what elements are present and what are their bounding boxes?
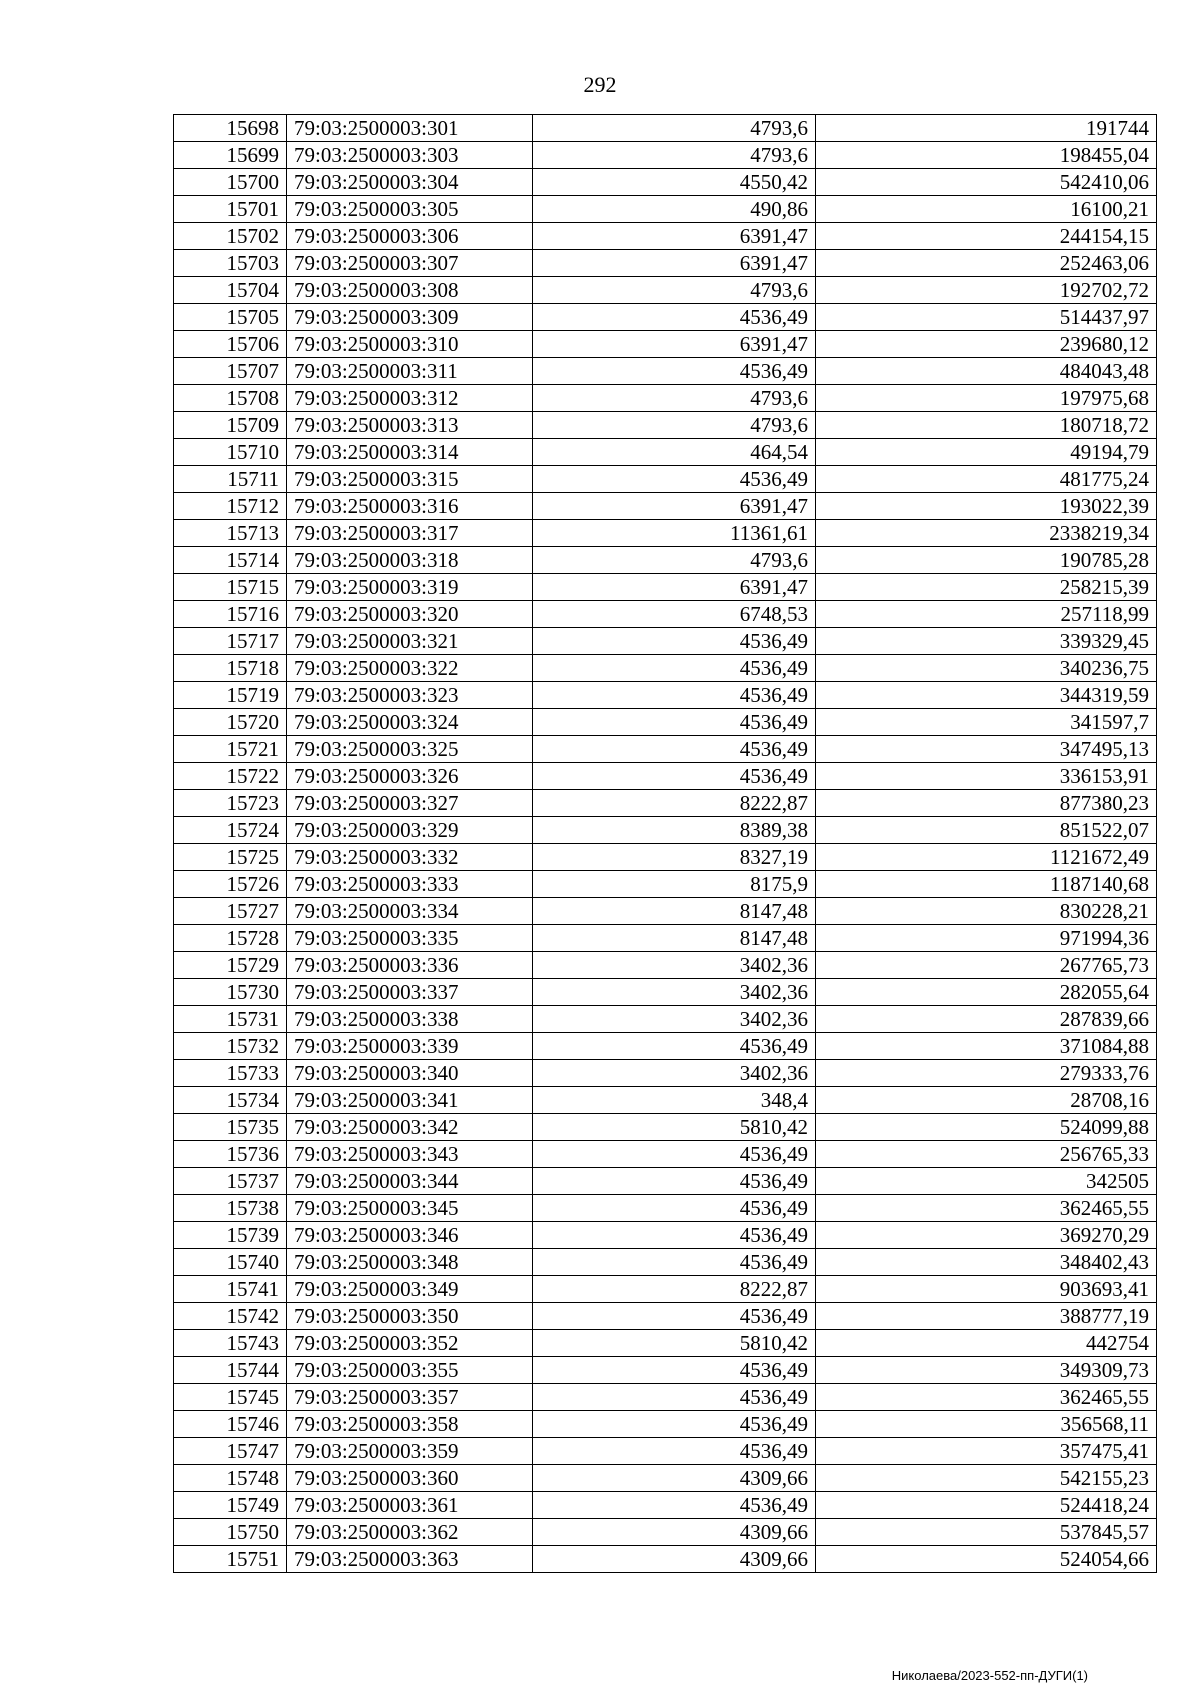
cell-cadastral-value: 877380,23 (816, 790, 1157, 817)
cell-cadastral-number: 79:03:2500003:346 (287, 1222, 533, 1249)
cell-area: 4536,49 (533, 1492, 816, 1519)
cell-row-number: 15731 (174, 1006, 287, 1033)
table-row (174, 1006, 1157, 1033)
cell-row-number: 15746 (174, 1411, 287, 1438)
cell-row-number: 15724 (174, 817, 287, 844)
table-row (174, 601, 1157, 628)
cell-cadastral-value: 348402,43 (816, 1249, 1157, 1276)
cell-area: 4536,49 (533, 628, 816, 655)
cell-area: 4309,66 (533, 1546, 816, 1573)
cell-area: 6391,47 (533, 331, 816, 358)
cell-row-number: 15730 (174, 979, 287, 1006)
cell-row-number: 15741 (174, 1276, 287, 1303)
table-row (174, 1465, 1157, 1492)
cell-cadastral-value: 514437,97 (816, 304, 1157, 331)
table-row (174, 736, 1157, 763)
table-row (174, 1492, 1157, 1519)
cell-cadastral-number: 79:03:2500003:321 (287, 628, 533, 655)
cell-cadastral-value: 257118,99 (816, 601, 1157, 628)
cell-cadastral-number: 79:03:2500003:311 (287, 358, 533, 385)
table-row (174, 682, 1157, 709)
cell-area: 4536,49 (533, 1168, 816, 1195)
cell-row-number: 15704 (174, 277, 287, 304)
table-row (174, 1060, 1157, 1087)
cell-cadastral-value: 481775,24 (816, 466, 1157, 493)
cell-area: 4536,49 (533, 1411, 816, 1438)
cell-area: 490,86 (533, 196, 816, 223)
cell-cadastral-value: 192702,72 (816, 277, 1157, 304)
cell-area: 4309,66 (533, 1465, 816, 1492)
cell-row-number: 15732 (174, 1033, 287, 1060)
cell-cadastral-number: 79:03:2500003:314 (287, 439, 533, 466)
table-row (174, 1222, 1157, 1249)
cell-cadastral-value: 347495,13 (816, 736, 1157, 763)
cell-cadastral-number: 79:03:2500003:362 (287, 1519, 533, 1546)
table-row (174, 1519, 1157, 1546)
cell-area: 8222,87 (533, 1276, 816, 1303)
cell-cadastral-number: 79:03:2500003:345 (287, 1195, 533, 1222)
cell-cadastral-number: 79:03:2500003:319 (287, 574, 533, 601)
cell-cadastral-value: 287839,66 (816, 1006, 1157, 1033)
table-row (174, 1276, 1157, 1303)
cell-cadastral-value: 239680,12 (816, 331, 1157, 358)
cell-cadastral-value: 49194,79 (816, 439, 1157, 466)
cell-cadastral-number: 79:03:2500003:316 (287, 493, 533, 520)
cell-row-number: 15699 (174, 142, 287, 169)
cell-row-number: 15717 (174, 628, 287, 655)
cell-area: 6748,53 (533, 601, 816, 628)
table-row (174, 1168, 1157, 1195)
cell-area: 4793,6 (533, 385, 816, 412)
table-row (174, 439, 1157, 466)
cell-row-number: 15737 (174, 1168, 287, 1195)
cell-cadastral-number: 79:03:2500003:322 (287, 655, 533, 682)
cell-row-number: 15736 (174, 1141, 287, 1168)
cell-cadastral-value: 180718,72 (816, 412, 1157, 439)
table-row (174, 1114, 1157, 1141)
cell-row-number: 15747 (174, 1438, 287, 1465)
cell-cadastral-number: 79:03:2500003:355 (287, 1357, 533, 1384)
table-row (174, 1249, 1157, 1276)
cell-cadastral-number: 79:03:2500003:307 (287, 250, 533, 277)
cell-cadastral-number: 79:03:2500003:358 (287, 1411, 533, 1438)
table-row (174, 250, 1157, 277)
cell-row-number: 15713 (174, 520, 287, 547)
cell-cadastral-number: 79:03:2500003:339 (287, 1033, 533, 1060)
cell-cadastral-number: 79:03:2500003:359 (287, 1438, 533, 1465)
cell-cadastral-value: 340236,75 (816, 655, 1157, 682)
cell-area: 4536,49 (533, 1141, 816, 1168)
cell-row-number: 15733 (174, 1060, 287, 1087)
cell-cadastral-number: 79:03:2500003:324 (287, 709, 533, 736)
cell-cadastral-value: 2338219,34 (816, 520, 1157, 547)
cell-cadastral-number: 79:03:2500003:342 (287, 1114, 533, 1141)
cell-cadastral-value: 524054,66 (816, 1546, 1157, 1573)
cell-cadastral-value: 971994,36 (816, 925, 1157, 952)
table-row (174, 898, 1157, 925)
cell-cadastral-number: 79:03:2500003:320 (287, 601, 533, 628)
table-row (174, 844, 1157, 871)
cell-area: 6391,47 (533, 574, 816, 601)
cell-cadastral-number: 79:03:2500003:334 (287, 898, 533, 925)
cell-area: 3402,36 (533, 952, 816, 979)
cell-area: 4536,49 (533, 466, 816, 493)
cell-row-number: 15706 (174, 331, 287, 358)
table-row (174, 1438, 1157, 1465)
cell-cadastral-value: 903693,41 (816, 1276, 1157, 1303)
cell-cadastral-value: 336153,91 (816, 763, 1157, 790)
cell-cadastral-number: 79:03:2500003:344 (287, 1168, 533, 1195)
cell-cadastral-value: 371084,88 (816, 1033, 1157, 1060)
cell-cadastral-value: 190785,28 (816, 547, 1157, 574)
cell-cadastral-number: 79:03:2500003:332 (287, 844, 533, 871)
cell-cadastral-number: 79:03:2500003:306 (287, 223, 533, 250)
table-row (174, 1195, 1157, 1222)
cell-cadastral-number: 79:03:2500003:352 (287, 1330, 533, 1357)
cell-cadastral-number: 79:03:2500003:363 (287, 1546, 533, 1573)
cell-cadastral-value: 362465,55 (816, 1384, 1157, 1411)
cell-area: 4793,6 (533, 547, 816, 574)
cell-row-number: 15742 (174, 1303, 287, 1330)
cell-row-number: 15745 (174, 1384, 287, 1411)
table-body (174, 115, 1157, 1573)
cell-cadastral-number: 79:03:2500003:303 (287, 142, 533, 169)
cell-cadastral-number: 79:03:2500003:350 (287, 1303, 533, 1330)
cell-cadastral-value: 524099,88 (816, 1114, 1157, 1141)
table-row (174, 790, 1157, 817)
table-row (174, 817, 1157, 844)
cell-row-number: 15734 (174, 1087, 287, 1114)
cell-row-number: 15739 (174, 1222, 287, 1249)
cell-area: 11361,61 (533, 520, 816, 547)
table-row (174, 493, 1157, 520)
cell-cadastral-value: 537845,57 (816, 1519, 1157, 1546)
cell-cadastral-value: 388777,19 (816, 1303, 1157, 1330)
cell-cadastral-number: 79:03:2500003:357 (287, 1384, 533, 1411)
cell-cadastral-number: 79:03:2500003:318 (287, 547, 533, 574)
table-row (174, 1384, 1157, 1411)
table-row (174, 1303, 1157, 1330)
cell-area: 4309,66 (533, 1519, 816, 1546)
cell-cadastral-number: 79:03:2500003:338 (287, 1006, 533, 1033)
cell-row-number: 15723 (174, 790, 287, 817)
cell-cadastral-value: 542155,23 (816, 1465, 1157, 1492)
cell-cadastral-value: 344319,59 (816, 682, 1157, 709)
cell-row-number: 15718 (174, 655, 287, 682)
cell-cadastral-value: 1121672,49 (816, 844, 1157, 871)
cell-area: 4536,49 (533, 736, 816, 763)
table-row (174, 871, 1157, 898)
cell-cadastral-number: 79:03:2500003:326 (287, 763, 533, 790)
cell-row-number: 15726 (174, 871, 287, 898)
cell-area: 5810,42 (533, 1330, 816, 1357)
cell-row-number: 15715 (174, 574, 287, 601)
cell-area: 4536,49 (533, 763, 816, 790)
cell-area: 6391,47 (533, 250, 816, 277)
cell-cadastral-number: 79:03:2500003:315 (287, 466, 533, 493)
cell-cadastral-number: 79:03:2500003:335 (287, 925, 533, 952)
cell-area: 4536,49 (533, 682, 816, 709)
cell-cadastral-number: 79:03:2500003:304 (287, 169, 533, 196)
table-row (174, 1546, 1157, 1573)
cell-row-number: 15711 (174, 466, 287, 493)
cell-area: 4536,49 (533, 304, 816, 331)
cell-area: 6391,47 (533, 493, 816, 520)
cell-row-number: 15735 (174, 1114, 287, 1141)
cell-cadastral-number: 79:03:2500003:361 (287, 1492, 533, 1519)
cell-cadastral-value: 16100,21 (816, 196, 1157, 223)
table-row (174, 331, 1157, 358)
cell-cadastral-value: 191744 (816, 115, 1157, 142)
cell-cadastral-value: 484043,48 (816, 358, 1157, 385)
cell-cadastral-value: 193022,39 (816, 493, 1157, 520)
document-reference: Николаева/2023-552-пп-ДУГИ(1) (891, 1668, 1088, 1683)
cell-row-number: 15729 (174, 952, 287, 979)
cell-area: 3402,36 (533, 979, 816, 1006)
cell-row-number: 15749 (174, 1492, 287, 1519)
cell-cadastral-value: 1187140,68 (816, 871, 1157, 898)
table-row (174, 952, 1157, 979)
cell-row-number: 15710 (174, 439, 287, 466)
cell-area: 4536,49 (533, 358, 816, 385)
cell-row-number: 15750 (174, 1519, 287, 1546)
cell-row-number: 15751 (174, 1546, 287, 1573)
cell-cadastral-value: 542410,06 (816, 169, 1157, 196)
cell-cadastral-number: 79:03:2500003:305 (287, 196, 533, 223)
cell-row-number: 15728 (174, 925, 287, 952)
cell-row-number: 15720 (174, 709, 287, 736)
cell-area: 4536,49 (533, 1222, 816, 1249)
cell-cadastral-value: 362465,55 (816, 1195, 1157, 1222)
cell-cadastral-value: 198455,04 (816, 142, 1157, 169)
table-row (174, 655, 1157, 682)
cell-cadastral-value: 442754 (816, 1330, 1157, 1357)
table-row (174, 169, 1157, 196)
cell-cadastral-number: 79:03:2500003:309 (287, 304, 533, 331)
cell-cadastral-value: 342505 (816, 1168, 1157, 1195)
cell-area: 4536,49 (533, 709, 816, 736)
cell-row-number: 15700 (174, 169, 287, 196)
table-row (174, 358, 1157, 385)
table-row (174, 709, 1157, 736)
table-row (174, 925, 1157, 952)
table-row (174, 1330, 1157, 1357)
cell-cadastral-value: 339329,45 (816, 628, 1157, 655)
table-row (174, 1357, 1157, 1384)
table-row (174, 412, 1157, 439)
cell-row-number: 15740 (174, 1249, 287, 1276)
cell-area: 4536,49 (533, 1384, 816, 1411)
table-row (174, 628, 1157, 655)
cell-row-number: 15744 (174, 1357, 287, 1384)
table-row (174, 547, 1157, 574)
cell-cadastral-value: 244154,15 (816, 223, 1157, 250)
cell-area: 4536,49 (533, 1195, 816, 1222)
table-row (174, 115, 1157, 142)
cell-cadastral-number: 79:03:2500003:310 (287, 331, 533, 358)
cell-area: 4793,6 (533, 142, 816, 169)
cell-cadastral-number: 79:03:2500003:317 (287, 520, 533, 547)
cell-cadastral-number: 79:03:2500003:312 (287, 385, 533, 412)
cell-cadastral-number: 79:03:2500003:341 (287, 1087, 533, 1114)
table-row (174, 1033, 1157, 1060)
cell-cadastral-value: 524418,24 (816, 1492, 1157, 1519)
cell-cadastral-number: 79:03:2500003:329 (287, 817, 533, 844)
cell-area: 8175,9 (533, 871, 816, 898)
cell-cadastral-number: 79:03:2500003:327 (287, 790, 533, 817)
cell-row-number: 15712 (174, 493, 287, 520)
cell-row-number: 15705 (174, 304, 287, 331)
cell-cadastral-value: 252463,06 (816, 250, 1157, 277)
cell-cadastral-value: 851522,07 (816, 817, 1157, 844)
table-row (174, 466, 1157, 493)
cell-area: 4793,6 (533, 277, 816, 304)
cell-row-number: 15727 (174, 898, 287, 925)
cell-cadastral-number: 79:03:2500003:360 (287, 1465, 533, 1492)
cell-row-number: 15702 (174, 223, 287, 250)
cell-cadastral-value: 357475,41 (816, 1438, 1157, 1465)
table-row (174, 574, 1157, 601)
cell-cadastral-value: 28708,16 (816, 1087, 1157, 1114)
cell-area: 348,4 (533, 1087, 816, 1114)
cell-cadastral-value: 341597,7 (816, 709, 1157, 736)
cell-area: 8389,38 (533, 817, 816, 844)
cell-row-number: 15743 (174, 1330, 287, 1357)
table-row (174, 520, 1157, 547)
cell-row-number: 15748 (174, 1465, 287, 1492)
table-row (174, 196, 1157, 223)
cell-area: 8147,48 (533, 925, 816, 952)
cell-cadastral-value: 279333,76 (816, 1060, 1157, 1087)
cell-cadastral-number: 79:03:2500003:348 (287, 1249, 533, 1276)
cell-cadastral-number: 79:03:2500003:337 (287, 979, 533, 1006)
cell-area: 8222,87 (533, 790, 816, 817)
table-row (174, 223, 1157, 250)
table-row (174, 979, 1157, 1006)
cell-row-number: 15716 (174, 601, 287, 628)
cell-cadastral-value: 197975,68 (816, 385, 1157, 412)
table-row (174, 304, 1157, 331)
cell-row-number: 15722 (174, 763, 287, 790)
cell-area: 4536,49 (533, 1249, 816, 1276)
cell-cadastral-number: 79:03:2500003:349 (287, 1276, 533, 1303)
cell-row-number: 15709 (174, 412, 287, 439)
cell-cadastral-value: 830228,21 (816, 898, 1157, 925)
cell-cadastral-value: 369270,29 (816, 1222, 1157, 1249)
cell-row-number: 15721 (174, 736, 287, 763)
cell-area: 5810,42 (533, 1114, 816, 1141)
cell-area: 8147,48 (533, 898, 816, 925)
cell-area: 4536,49 (533, 1303, 816, 1330)
cadastral-value-table (173, 114, 1157, 1573)
cell-area: 4536,49 (533, 1357, 816, 1384)
cell-cadastral-value: 349309,73 (816, 1357, 1157, 1384)
cell-area: 4793,6 (533, 115, 816, 142)
cell-cadastral-number: 79:03:2500003:333 (287, 871, 533, 898)
cell-area: 4536,49 (533, 655, 816, 682)
cell-area: 4536,49 (533, 1033, 816, 1060)
cell-row-number: 15714 (174, 547, 287, 574)
cell-area: 4550,42 (533, 169, 816, 196)
cell-area: 464,54 (533, 439, 816, 466)
cell-area: 4536,49 (533, 1438, 816, 1465)
cell-row-number: 15698 (174, 115, 287, 142)
cell-row-number: 15707 (174, 358, 287, 385)
cell-cadastral-number: 79:03:2500003:336 (287, 952, 533, 979)
table-row (174, 142, 1157, 169)
table-row (174, 1087, 1157, 1114)
page-number: 292 (583, 72, 617, 97)
cell-row-number: 15701 (174, 196, 287, 223)
cell-cadastral-number: 79:03:2500003:313 (287, 412, 533, 439)
cell-area: 8327,19 (533, 844, 816, 871)
cell-row-number: 15719 (174, 682, 287, 709)
cell-row-number: 15725 (174, 844, 287, 871)
cell-cadastral-number: 79:03:2500003:301 (287, 115, 533, 142)
cell-cadastral-number: 79:03:2500003:343 (287, 1141, 533, 1168)
cell-row-number: 15703 (174, 250, 287, 277)
table-row (174, 385, 1157, 412)
table-row (174, 763, 1157, 790)
cell-cadastral-value: 258215,39 (816, 574, 1157, 601)
table-row (174, 277, 1157, 304)
cell-cadastral-number: 79:03:2500003:323 (287, 682, 533, 709)
cell-row-number: 15738 (174, 1195, 287, 1222)
cell-cadastral-value: 356568,11 (816, 1411, 1157, 1438)
cell-cadastral-number: 79:03:2500003:325 (287, 736, 533, 763)
cell-row-number: 15708 (174, 385, 287, 412)
cell-cadastral-value: 256765,33 (816, 1141, 1157, 1168)
cell-area: 3402,36 (533, 1060, 816, 1087)
table-row (174, 1411, 1157, 1438)
cell-cadastral-number: 79:03:2500003:308 (287, 277, 533, 304)
cell-area: 6391,47 (533, 223, 816, 250)
table-row (174, 1141, 1157, 1168)
cell-cadastral-value: 267765,73 (816, 952, 1157, 979)
cell-area: 4793,6 (533, 412, 816, 439)
cell-cadastral-number: 79:03:2500003:340 (287, 1060, 533, 1087)
cell-area: 3402,36 (533, 1006, 816, 1033)
cell-cadastral-value: 282055,64 (816, 979, 1157, 1006)
